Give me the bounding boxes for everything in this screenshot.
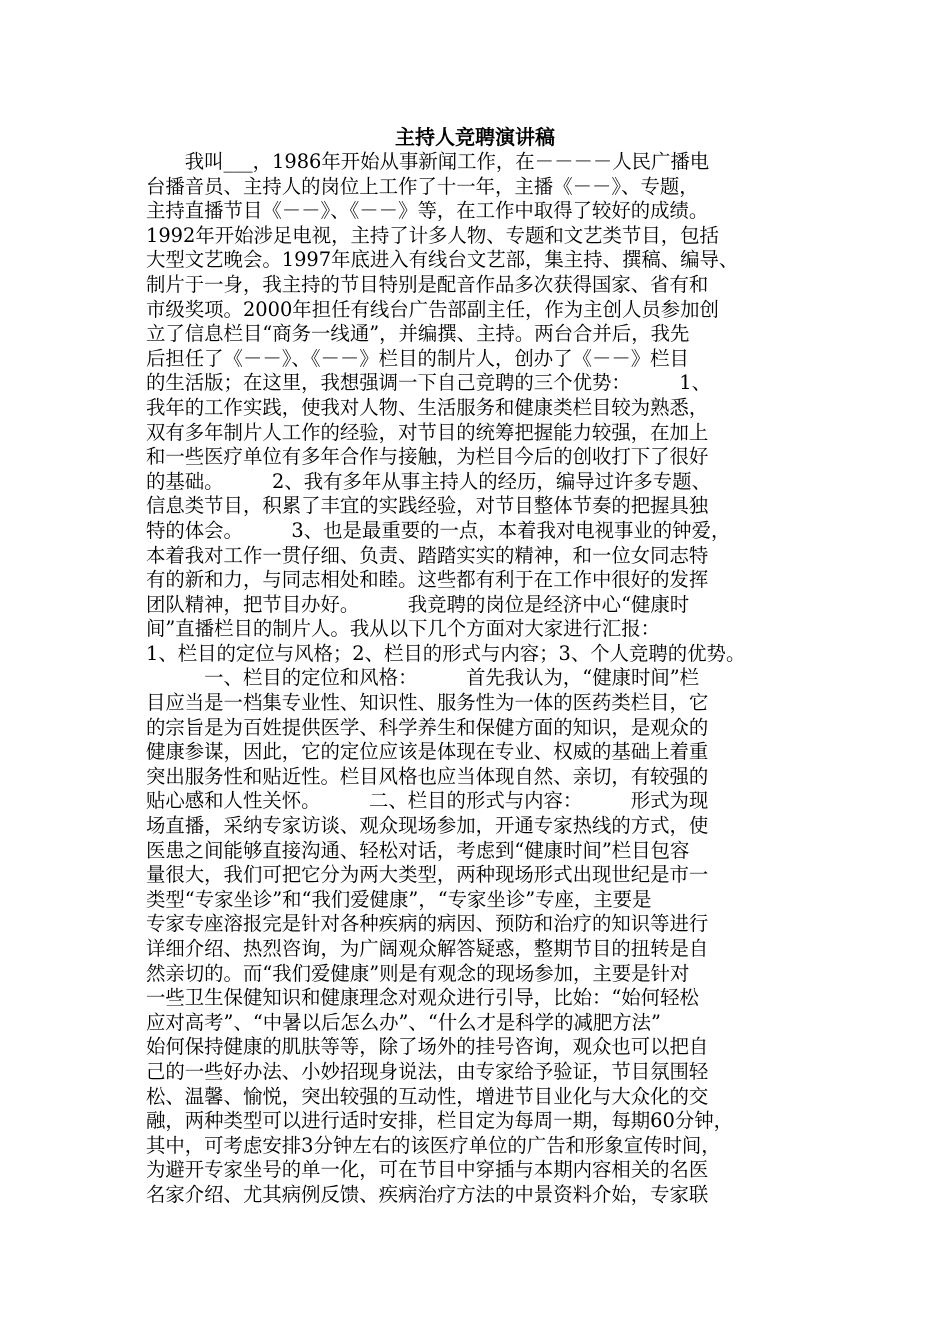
text-line: 医患之间能够直接沟通、轻松对话，考虑到“健康时间”栏目包容 bbox=[146, 838, 690, 862]
text-line: 信息类节目，积累了丰宜的实践经验，对节目整体节奏的把握具独 bbox=[146, 494, 709, 518]
text-line: 间”直播栏目的制片人。我从以下几个方面对大家进行汇报： bbox=[146, 617, 661, 641]
text-line: 一些卫生保健知识和健康理念对观众进行引导，比始：“始何轻松 bbox=[146, 986, 699, 1010]
text-line: 市级奖项。2000年担任有线台广告部副主任，作为主创人员参加创 bbox=[146, 297, 719, 321]
text-line: 为避开专家坐号的单一化，可在节目中穿插与本期内容相关的名医 bbox=[146, 1158, 709, 1182]
text-line: 突出服务性和贴近性。栏目风格也应当体现自然、亲切，有较强的 bbox=[146, 764, 709, 788]
text-line: 详细介绍、热烈咨询，为广阔观众解答疑惑，整期节目的扭转是自 bbox=[146, 937, 709, 960]
document-body bbox=[146, 150, 816, 1208]
text-line: 立了信息栏目“商务一线通”，并编撰、主持。两台合并后，我先 bbox=[146, 322, 690, 346]
text-line: 类型“专家坐诊”和“我们爱健康”，“专家坐诊”专座，主要是 bbox=[146, 887, 652, 911]
text-line: 应对高考”、“中暑以后怎么办”、“什么才是科学的减肥方法” bbox=[146, 1010, 661, 1034]
text-line: 专家专座溶报完是针对各种疾病的病因、预防和治疗的知识等进行 bbox=[146, 912, 709, 936]
text-line: 融，两种类型可以进行适时安排，栏目定为每周一期，每期60分钟， bbox=[146, 1109, 734, 1133]
text-line: 贴心感和人性关怀。 二、栏目的形式与内容： 形式为现 bbox=[146, 789, 709, 813]
text-line: 1992年开始涉足电视，主持了计多人物、专题和文艺类节目，包括 bbox=[146, 223, 719, 247]
text-line: 台播音员、主持人的岗位上工作了十一年，主播《－－》、专题， bbox=[146, 174, 699, 198]
text-line: 我叫___，1986年开始从事新闻工作，在－－－－人民广播电 bbox=[146, 150, 710, 173]
text-line: 团队精神，把节目办好。 我竞聘的岗位是经济中心“健康时 bbox=[146, 592, 690, 616]
text-line: 1、栏目的定位与风格；2、栏目的形式与内容；3、个人竞聘的优势。 bbox=[146, 641, 746, 665]
text-line: 后担任了《－－》、《－－》栏目的制片人，创办了《－－》栏目 bbox=[146, 346, 689, 370]
text-line: 的宗旨是为百姓提供医学、科学养生和保健方面的知识，是观众的 bbox=[146, 715, 709, 739]
text-line: 然亲切的。而“我们爱健康”则是有观念的现场参加，主要是针对 bbox=[146, 961, 690, 985]
text-line: 我年的工作实践，使我对人物、生活服务和健康类栏目较为熟悉， bbox=[146, 395, 709, 419]
text-line: 的生活版；在这里，我想强调一下自己竞聘的三个优势： 1、 bbox=[146, 371, 711, 395]
text-line: 目应当是一档集专业性、知识性、服务性为一体的医药类栏目，它 bbox=[146, 691, 709, 715]
text-line: 松、温馨、愉悦，突出较强的互动性，增进节目业化与大众化的交 bbox=[146, 1084, 709, 1108]
text-line: 始何保持健康的肌肤等等，除了场外的挂号咨询，观众也可以把自 bbox=[146, 1035, 709, 1059]
text-line: 本着我对工作一贯仔细、负责、踏踏实实的精神，和一位女同志特 bbox=[146, 543, 709, 567]
text-line: 双有多年制片人工作的经验，对节目的统筹把握能力较强，在加上 bbox=[146, 420, 709, 444]
text-line: 名家介绍、尤其病例反馈、疾病治疗方法的中景资料介始，专家联 bbox=[146, 1182, 709, 1206]
text-line: 量很大，我们可把它分为两大类型，两种现场形式出现世纪是市一 bbox=[146, 863, 709, 887]
text-line: 一、栏目的定位和风格： 首先我认为，“健康时间”栏 bbox=[146, 666, 700, 690]
text-line: 大型文艺晚会。1997年底进入有线台文艺部，集主持、撰稿、编导、 bbox=[146, 248, 739, 272]
text-line: 制片于一身，我主持的节目特别是配音作品多次获得国家、省有和 bbox=[146, 272, 709, 296]
document-title: 主持人竞聘演讲稿 bbox=[395, 125, 555, 149]
text-line: 己的一些好办法、小妙招现身说法，由专家给予验证，节目氛围轻 bbox=[146, 1059, 709, 1083]
text-line: 主持直播节目《－－》、《－－》等，在工作中取得了较好的成绩。 bbox=[146, 199, 709, 223]
text-line: 的基础。 2、我有多年从事主持人的经历，编导过许多专题、 bbox=[146, 469, 711, 493]
text-line: 和一些医疗单位有多年合作与接触，为栏目今后的创收打下了很好 bbox=[146, 445, 709, 469]
text-line: 有的新和力，与同志相处和睦。这些都有利于在工作中很好的发挥 bbox=[146, 568, 709, 592]
text-line: 健康参谋，因此，它的定位应该是体现在专业、权威的基础上着重 bbox=[146, 740, 709, 764]
text-line: 特的体会。 3、也是最重要的一点，本着我对电视事业的钟爱， bbox=[146, 518, 731, 542]
text-line: 其中，可考虑安排3分钟左右的该医疗单位的广告和形象宣传时间， bbox=[146, 1133, 721, 1157]
text-line: 场直播，采纳专家访谈、观众现场参加，开通专家热线的方式，使 bbox=[146, 814, 709, 838]
